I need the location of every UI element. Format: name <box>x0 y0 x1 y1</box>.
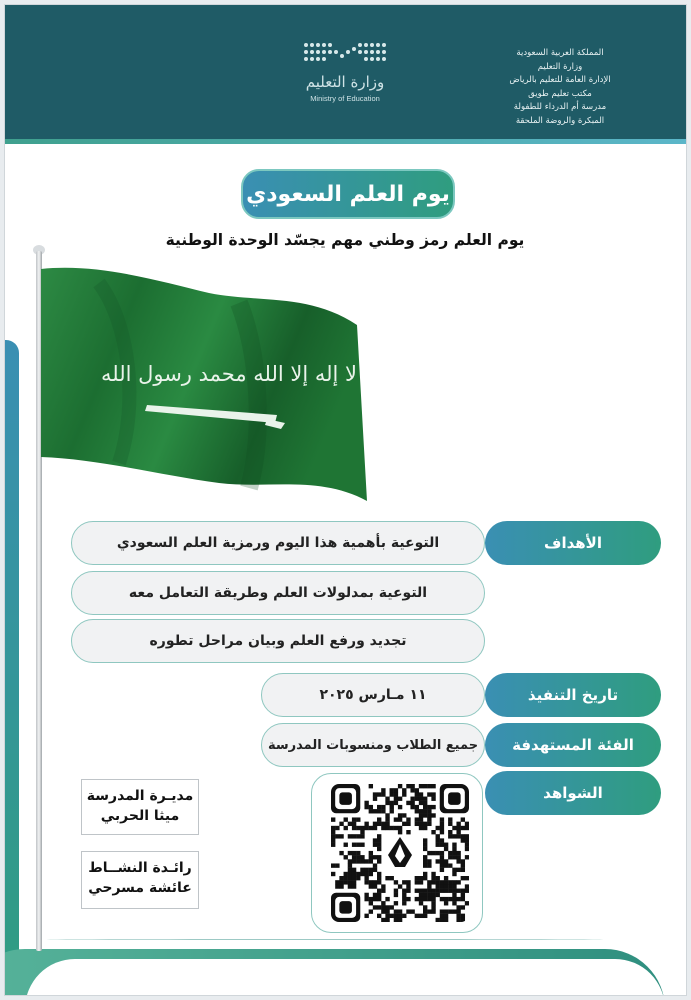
activity-leader-name: عائشة مسرحي <box>88 880 192 896</box>
principal-title: مديـرة المدرسة <box>86 788 194 804</box>
title-box <box>241 169 455 219</box>
evidence-frame <box>311 773 483 933</box>
goals-label: الأهداف <box>485 521 661 565</box>
header-accent-line <box>5 139 687 144</box>
logo-arabic-text: وزارة التعليم <box>305 73 385 91</box>
evidence-label: الشواهد <box>485 771 661 815</box>
goal-item: التوعية بمدلولات العلم وطريقة التعامل معه <box>71 571 485 615</box>
execution-date-label: تاريخ التنفيذ <box>485 673 661 717</box>
goal-item: التوعية بأهمية هذا اليوم ورمزية العلم السعودي <box>71 521 485 565</box>
bottom-decor-line <box>45 939 605 940</box>
activity-leader-signature-box <box>81 851 199 909</box>
ministry-line: المملكة العربية السعودية <box>516 48 604 58</box>
ministry-line: وزارة التعليم <box>537 61 583 72</box>
ministry-line: مكتب تعليم طويق <box>528 88 592 99</box>
principal-signature-box <box>81 779 199 835</box>
target-group-label: الفئة المستهدفة <box>485 723 661 767</box>
activity-leader-title: رائـدة النشــاط <box>88 860 192 876</box>
execution-date-value: ١١ مـارس ٢٠٢٥ <box>261 673 485 717</box>
flag-inscription: لا إله إلا الله محمد رسول الله <box>100 362 358 386</box>
target-group-value: جميع الطلاب ومنسوبات المدرسة <box>261 723 485 767</box>
flyer-page <box>4 4 687 996</box>
ministry-line: المبكرة والروضة الملحقة <box>515 115 605 126</box>
ministry-logo <box>290 41 400 111</box>
saudi-flag-image <box>39 263 369 507</box>
ministry-line: مدرسة أم الدرداء للطفولة <box>513 102 607 112</box>
qr-code[interactable] <box>331 784 469 922</box>
page-title: يوم العلم السعودي <box>246 181 450 207</box>
ministry-info <box>480 47 640 128</box>
qr-code-icon <box>331 784 469 922</box>
logo-dots-icon <box>302 41 392 67</box>
page-subtitle: يوم العلم رمز وطني مهم يجسّد الوحدة الوطنية <box>165 231 525 249</box>
header-banner <box>5 5 687 139</box>
logo-english-text: Ministry of Education <box>310 94 380 103</box>
principal-name: ميثا الحربي <box>100 808 180 824</box>
goal-item: تجديد ورفع العلم وبيان مراحل تطوره <box>71 619 485 663</box>
ministry-line: الإدارة العامة للتعليم بالرياض <box>509 75 611 85</box>
bottom-decor-inner <box>25 959 665 996</box>
left-decor-bar <box>4 340 19 996</box>
